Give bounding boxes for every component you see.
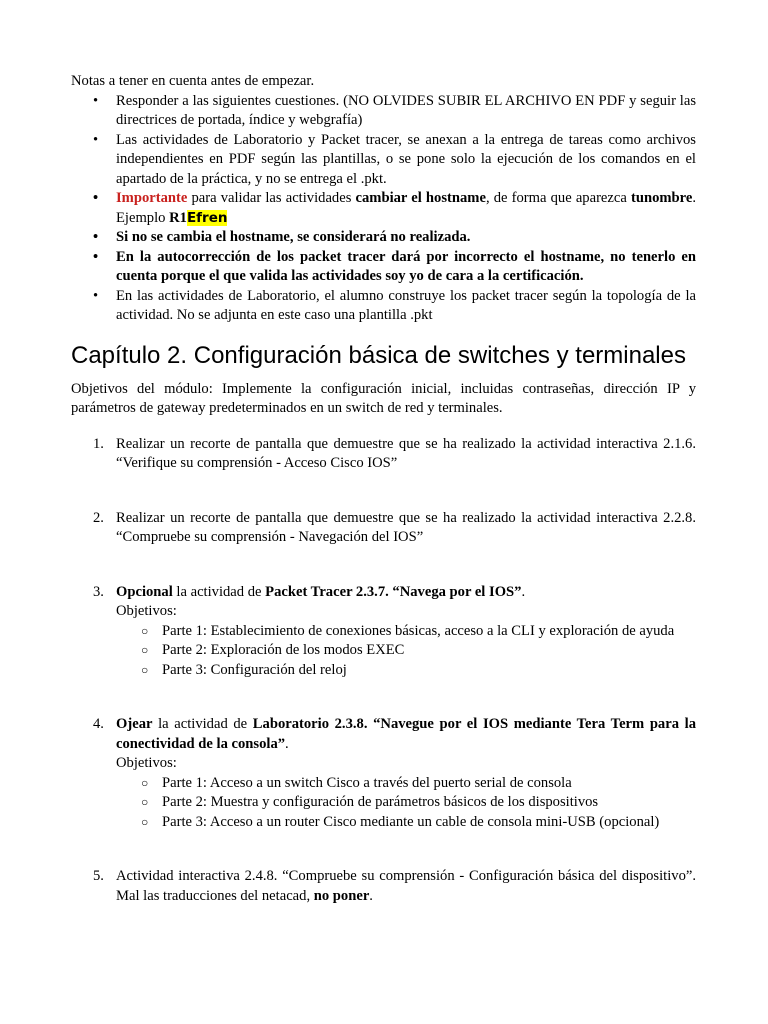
task-item-4: [71, 715, 696, 832]
notes-item-text: , de forma que aparezca: [485, 190, 631, 206]
objective-text: Parte 2: Muestra y configuración de parámetros básicos de los dispositivos: [162, 794, 599, 810]
objectives-label: Objetivos:: [116, 755, 177, 771]
task-text: Realizar un recorte de pantalla que demuestre que se ha realizado la actividad interactiva 2.1.6. “Verifique su comprensión - Acceso Cisco IOS”: [116, 435, 696, 471]
bullet-icon: •: [93, 287, 99, 304]
notes-item-text: Las actividades de Laboratorio y Packet tracer, se anexan a la entrega de tareas como archivos independientes en PDF según las plantillas, o se pone solo la ejecución de los comandos en el apartado de la práctica, y no se entrega el .pkt.: [116, 131, 696, 187]
objective-text: Parte 3: Acceso a un router Cisco mediante un cable de consola mini-USB (opcional): [162, 813, 660, 830]
example-highlight: Efren: [186, 209, 228, 226]
circle-bullet-icon: ○: [141, 623, 149, 638]
notes-item-bold: [71, 248, 696, 287]
document-content: [71, 72, 696, 906]
notes-list: [71, 92, 696, 326]
task-text: la actividad de: [172, 583, 266, 600]
bullet-icon: •: [93, 229, 99, 245]
task-activity-name: Packet Tracer 2.3.7. “Navega por el IOS”: [265, 583, 522, 600]
objectives-list: [116, 774, 696, 833]
task-text: .: [285, 735, 289, 752]
bullet-icon: •: [93, 190, 99, 206]
objective-item: [71, 793, 696, 813]
task-skim-label: Ojear: [116, 716, 153, 732]
notes-item-text: Responder a las siguientes cuestiones. (NO OLVIDES SUBIR EL ARCHIVO EN PDF y seguir las directrices de portada, índice y webgrafía): [116, 92, 696, 128]
notes-item-text: En las actividades de Laboratorio, el alumno construye los packet tracer según la topología de la actividad. No se adjunta en este caso una plantilla .pkt: [116, 287, 696, 323]
example-prefix: R1: [169, 209, 187, 226]
objective-item: [71, 774, 696, 794]
task-text: Realizar un recorte de pantalla que demuestre que se ha realizado la actividad interactiva 2.2.8. “Compruebe su comprensión - Navegación del IOS”: [116, 509, 696, 545]
bullet-icon: •: [93, 131, 99, 148]
objective-text: Parte 2: Exploración de los modos EXEC: [162, 642, 405, 658]
task-text: la actividad de: [152, 716, 253, 732]
task-number: 5.: [93, 868, 104, 884]
objectives-label: Objetivos:: [116, 603, 177, 619]
task-text: Actividad interactiva 2.4.8. “Compruebe su comprensión - Configuración básica del dispositivo”. Mal las traducciones del netacad,: [116, 868, 696, 904]
important-label: Importante: [116, 190, 188, 206]
do-not-include-label: no poner: [313, 887, 370, 904]
task-number: 1.: [93, 435, 104, 452]
task-optional-label: Opcional: [116, 583, 173, 600]
notes-item-text: para validar las actividades: [187, 190, 356, 206]
task-number: 2.: [93, 509, 104, 526]
notes-item-text: Si no se cambia el hostname, se considerará no realizada.: [116, 229, 471, 245]
objective-item: [71, 641, 696, 661]
task-text: .: [369, 887, 373, 904]
objective-item: [71, 813, 696, 833]
notes-heading: Notas a tener en cuenta antes de empezar.: [71, 73, 315, 89]
bullet-icon: •: [93, 92, 99, 109]
task-text: .: [521, 583, 526, 600]
circle-bullet-icon: ○: [141, 662, 149, 677]
notes-item: [71, 131, 696, 190]
task-item-1: [71, 435, 696, 474]
task-heading: [116, 583, 696, 603]
task-activity-name: Laboratorio 2.3.8. “Navegue por el IOS mediante Tera Term para la conectividad de la consola”: [116, 716, 696, 752]
notes-item: [71, 287, 696, 326]
circle-bullet-icon: ○: [141, 795, 149, 809]
task-item-2: [71, 509, 696, 548]
notes-item-important: [71, 189, 696, 228]
bullet-icon: •: [93, 248, 99, 265]
circle-bullet-icon: ○: [141, 814, 149, 829]
task-item-5: [71, 867, 696, 906]
objective-text: Parte 3: Configuración del reloj: [162, 661, 347, 678]
notes-item-text: . Ejemplo: [116, 190, 696, 226]
chapter-objectives: Objetivos del módulo: Implemente la configuración inicial, incluidas contraseñas, dirección IP y parámetros de gateway predeterminados en un switch de red y terminales.: [71, 380, 696, 416]
task-number: 4.: [93, 716, 104, 732]
objective-text: Parte 1: Acceso a un switch Cisco a través del puerto serial de consola: [162, 774, 572, 791]
task-heading: [116, 715, 696, 754]
objective-item: [71, 661, 696, 681]
circle-bullet-icon: ○: [141, 643, 149, 657]
task-item-3: [71, 583, 696, 681]
change-hostname-text: cambiar el hostname: [355, 190, 486, 206]
notes-item: [71, 92, 696, 131]
objective-item: [71, 622, 696, 642]
circle-bullet-icon: ○: [141, 775, 149, 790]
objective-text: Parte 1: Establecimiento de conexiones básicas, acceso a la CLI y exploración de ayuda: [162, 622, 675, 639]
notes-item-text: En la autocorrección de los packet tracer dará por incorrecto el hostname, no tenerlo en cuenta porque el que valida las actividades soy yo de cara a la certificación.: [116, 248, 696, 284]
task-number: 3.: [93, 583, 104, 600]
notes-item-bold: [71, 228, 696, 248]
chapter-title: Capítulo 2. Configuración básica de switches y terminales: [71, 341, 686, 369]
yourname-text: tunombre: [630, 190, 693, 206]
objectives-list: [116, 622, 696, 681]
